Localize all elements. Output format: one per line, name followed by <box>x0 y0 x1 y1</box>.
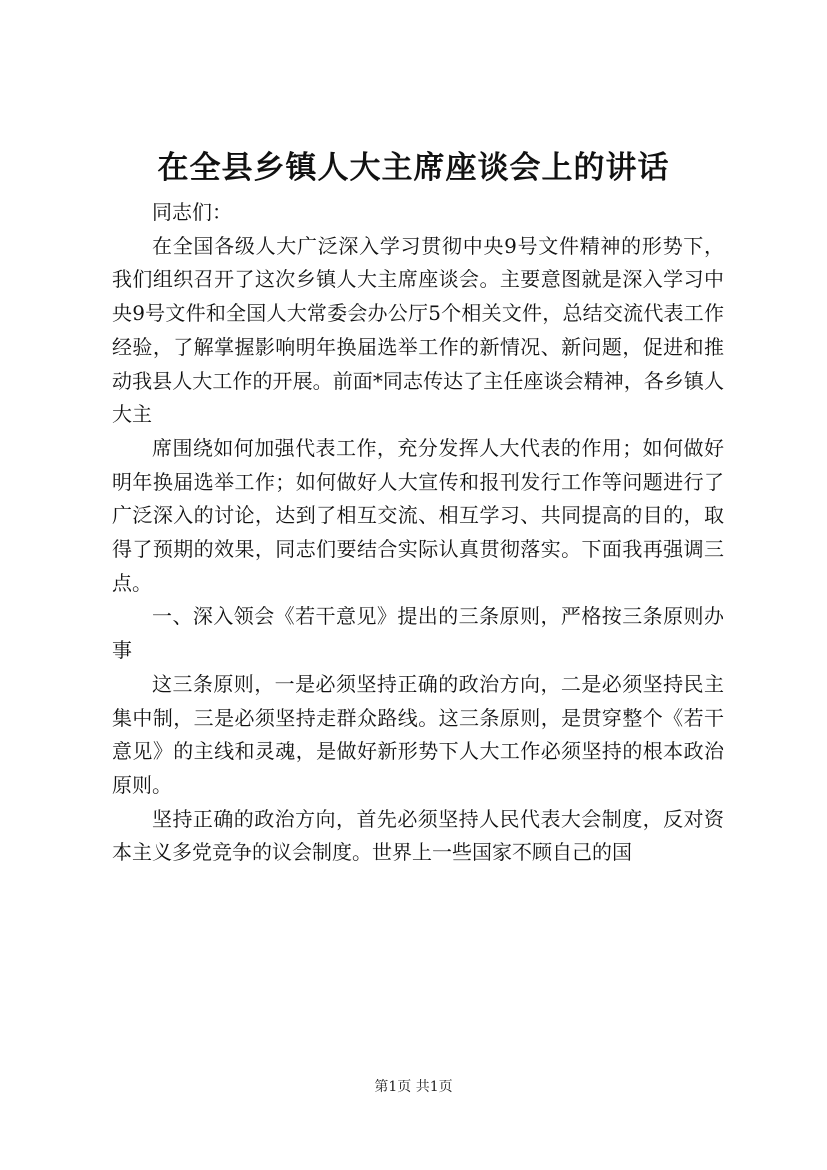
body-paragraph: 坚持正确的政治方向，首先必须坚持人民代表大会制度，反对资本主义多党竞争的议会制度。世界上一些国家不顾自己的国 <box>112 806 724 865</box>
salutation-paragraph: 同志们： <box>152 200 232 224</box>
body-paragraph: 在全国各级人大广泛深入学习贯彻中央9号文件精神的形势下，我们组织召开了这次乡镇人大主席座谈会。主要意图就是深入学习中央9号文件和全国人大常委会办公厅5个相关文件，总结交流代表工作经验，了解掌握影响明年换届选举工作的新情况、新问题，促进和推动我县人大工作的开展。前面*同志传达了主任座谈会精神，各乡镇人大主 <box>112 233 724 427</box>
page-footer: 第1页 共1页 <box>374 1079 453 1095</box>
body-paragraph: 这三条原则，一是必须坚持正确的政治方向，二是必须坚持民主集中制，三是必须坚持走群众路线。这三条原则，是贯穿整个《若干意见》的主线和灵魂，是做好新形势下人大工作必须坚持的根本政治原则。 <box>112 671 724 797</box>
body-paragraph: 席围绕如何加强代表工作，充分发挥人大代表的作用；如何做好明年换届选举工作；如何做好人大宣传和报刊发行工作等问题进行了广泛深入的讨论，达到了相互交流、相互学习、共同提高的目的，取得了预期的效果，同志们要结合实际认真贯彻落实。下面我再强调三点。 <box>112 435 724 595</box>
document-title: 在全县乡镇人大主席座谈会上的讲话 <box>157 150 670 186</box>
document-body <box>112 196 724 870</box>
section-heading: 一、深入领会《若干意见》提出的三条原则，严格按三条原则办事 <box>112 604 724 663</box>
